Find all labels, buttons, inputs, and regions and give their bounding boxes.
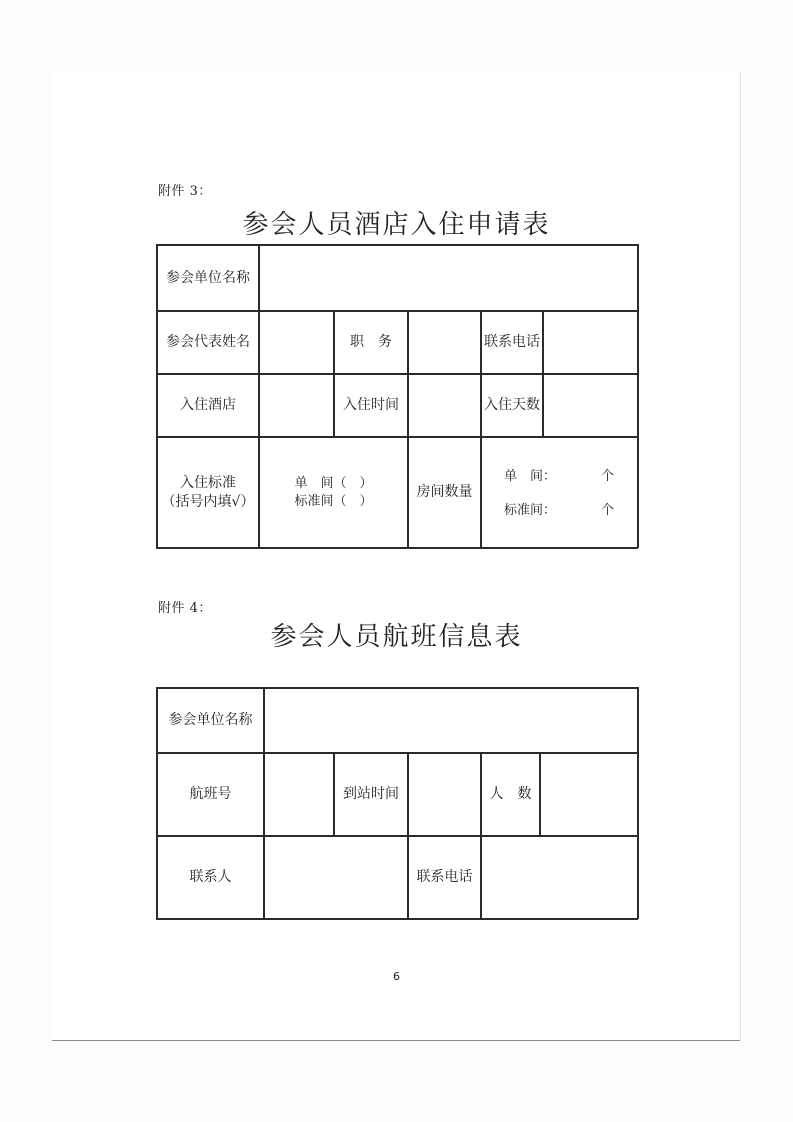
attachment-4-label: 附件 4：: [158, 601, 212, 616]
position-label: 职 务: [350, 334, 392, 351]
room-count-fields: [482, 438, 637, 547]
hotel-form-title: 参会人员酒店入住申请表: [242, 210, 551, 240]
org-name-field[interactable]: [260, 246, 637, 310]
contact-person-field[interactable]: [265, 837, 407, 918]
stay-days-label: 入住天数: [484, 397, 540, 414]
flight-number-field[interactable]: [265, 754, 333, 835]
room-count-label: 房间数量: [416, 484, 473, 501]
room-standard-options: [260, 438, 407, 547]
position-field[interactable]: [409, 312, 480, 373]
standard-count-label: 标准间：: [504, 503, 557, 518]
hotel-field[interactable]: [260, 375, 333, 436]
checkin-time-label: 入住时间: [343, 397, 399, 414]
attachment-3-label: 附件 3：: [158, 184, 212, 199]
flight-org-name-label: 参会单位名称: [168, 712, 253, 729]
org-name-label: 参会单位名称: [166, 269, 250, 286]
stay-days-field[interactable]: [544, 375, 637, 436]
flight-number-label: 航班号: [189, 786, 232, 803]
contact-phone-label: 联系电话: [416, 869, 473, 886]
hotel-label: 入住酒店: [180, 397, 236, 414]
room-standard-label-line1: 入住标准: [180, 474, 236, 491]
people-count-label: 人 数: [489, 786, 532, 803]
room-standard-label-line2: （括号内填√）: [161, 493, 255, 510]
arrival-time-field[interactable]: [409, 754, 480, 835]
checkin-time-field[interactable]: [409, 375, 480, 436]
representative-name-field[interactable]: [260, 312, 333, 373]
flight-org-name-field[interactable]: [265, 689, 637, 752]
page-number: 6: [393, 970, 400, 983]
single-room-option[interactable]: 单 间（ ）: [294, 475, 373, 491]
contact-phone-field[interactable]: [482, 837, 637, 918]
representative-name-label: 参会代表姓名: [166, 334, 250, 351]
single-count-label: 单 间：: [504, 469, 557, 484]
phone-label: 联系电话: [484, 334, 540, 351]
contact-person-label: 联系人: [189, 869, 232, 886]
people-count-field[interactable]: [541, 754, 637, 835]
arrival-time-label: 到站时间: [343, 786, 399, 803]
bottom-divider: [52, 1040, 740, 1041]
room-standard-label: [158, 438, 258, 547]
single-count-unit: 个: [601, 469, 615, 484]
standard-room-option[interactable]: 标准间（ ）: [294, 493, 373, 509]
standard-count-unit: 个: [601, 503, 615, 518]
phone-field[interactable]: [544, 312, 637, 373]
flight-form-title: 参会人员航班信息表: [270, 622, 523, 652]
